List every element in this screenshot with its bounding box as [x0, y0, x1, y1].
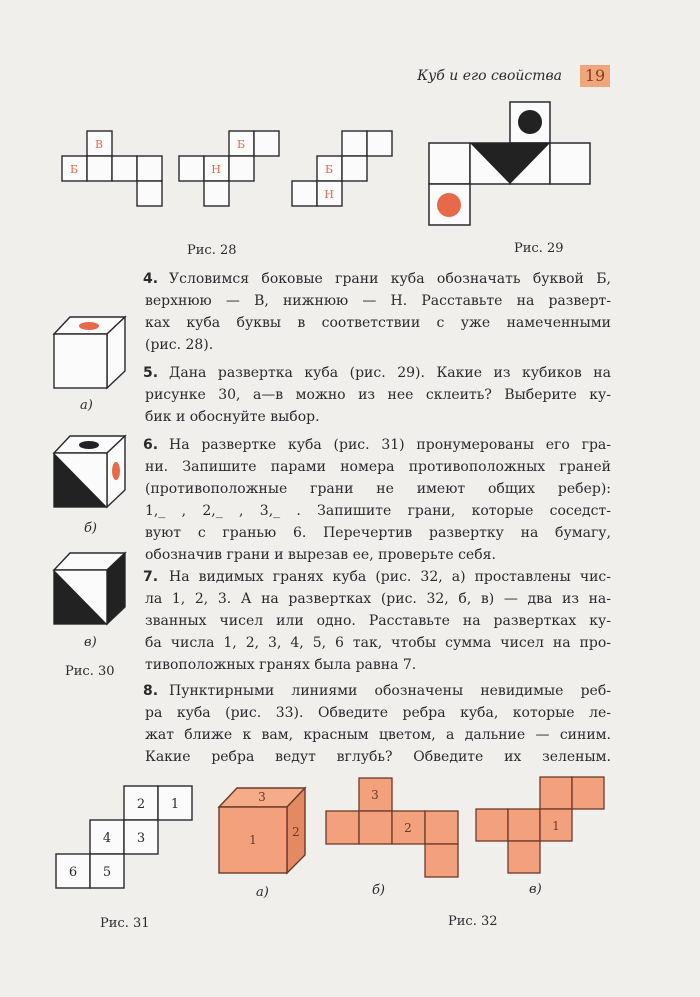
- fig31-face-2: 2: [136, 797, 146, 812]
- task-6-line: (противоположные грани не имеют общих ребер):: [145, 481, 611, 497]
- fig32-label-c: в): [529, 882, 542, 897]
- fig31-face-1: 1: [170, 797, 180, 812]
- task-8-line: Пунктирными линиями обозначены невидимые реб-: [169, 683, 611, 699]
- task-5-line: бик и обоснуйте выбор.: [145, 409, 320, 425]
- red-dot-icon: [437, 193, 461, 217]
- fig29-net: [426, 100, 596, 228]
- task-4-line: ках куба буквы в соответствии с уже намеченными: [145, 315, 611, 331]
- fig32-b-number-2: 2: [404, 821, 412, 835]
- fig32-a-top-number: 3: [258, 790, 266, 804]
- task-8-line: жат ближе к вам, красным цветом, а дальние — синим.: [145, 727, 611, 743]
- fig31-net: [55, 784, 195, 890]
- black-dot-icon: [79, 441, 99, 449]
- task-8: [145, 680, 611, 768]
- task-8-line: ра куба (рис. 33). Обведите ребра куба, которые ле-: [145, 705, 611, 721]
- task-6-line: На развертке куба (рис. 31) пронумерованы его гра-: [169, 437, 611, 453]
- fig30-label-a: а): [80, 398, 93, 413]
- header-title: Куб и его свойства: [417, 68, 562, 84]
- fig32-net-c: [474, 775, 606, 877]
- fig28-letter-v: В: [94, 138, 104, 151]
- fig32-label-b: б): [372, 883, 386, 898]
- task-4-number: 4.: [143, 271, 159, 287]
- fig30-label-c: в): [84, 635, 97, 650]
- task-7-line: ла 1, 2, 3. А на развертках (рис. 32, б, в) — два из на-: [145, 591, 611, 607]
- fig29-caption: Рис. 29: [514, 241, 564, 256]
- task-7: [145, 566, 611, 676]
- fig31-caption: Рис. 31: [100, 916, 150, 931]
- task-6: [145, 434, 611, 566]
- fig32-net-b: [325, 776, 460, 878]
- fig28-letter-n-2: Н: [324, 188, 334, 201]
- task-6-line: ни. Запишите парами номера противоположных граней: [145, 459, 611, 475]
- task-6-line: 1,_ , 2,_ , 3,_ . Запишите грани, которые соседст-: [145, 503, 611, 519]
- fig32-c-number-1: 1: [552, 819, 560, 833]
- red-dot-icon: [112, 462, 120, 480]
- task-7-number: 7.: [143, 569, 159, 585]
- fig32-a-front-number: 1: [249, 833, 257, 847]
- task-4-line: (рис. 28).: [145, 337, 214, 353]
- running-header: [380, 64, 610, 90]
- fig28-caption: Рис. 28: [187, 243, 237, 258]
- task-6-line: вуют с гранью 6. Перечертив развертку на бумагу,: [145, 525, 611, 541]
- task-4: [145, 268, 611, 356]
- task-5: [145, 362, 611, 428]
- black-dot-icon: [518, 110, 542, 134]
- task-8-line: Какие ребра ведут вглубь? Обведите их зеленым.: [145, 749, 611, 765]
- fig30-caption: Рис. 30: [65, 664, 115, 679]
- task-5-line: Дана развертка куба (рис. 29). Какие из кубиков на: [169, 365, 611, 381]
- fig28-letter-b-3: Б: [324, 163, 334, 176]
- fig31-face-4: 4: [102, 831, 112, 846]
- red-dot-icon: [79, 322, 99, 330]
- fig31-face-3: 3: [136, 831, 146, 846]
- page-number: 19: [580, 65, 610, 87]
- fig31-face-6: 6: [68, 865, 78, 880]
- fig28-letter-b: Б: [69, 163, 79, 176]
- task-7-line: На видимых гранях куба (рис. 32, а) проставлены чис-: [169, 569, 611, 585]
- task-4-line: Условимся боковые грани куба обозначать буквой Б,: [169, 271, 611, 287]
- fig28-letter-n: Н: [211, 163, 221, 176]
- fig31-face-5: 5: [102, 865, 112, 880]
- task-7-line: ба числа 1, 2, 3, 4, 5, 6 так, чтобы сумма чисел на про-: [145, 635, 611, 651]
- task-5-line: рисунке 30, а—в можно из нее склеить? Выберите ку-: [145, 387, 611, 403]
- task-7-line: тивоположных гранях была равна 7.: [145, 657, 417, 673]
- fig32-label-a: а): [256, 885, 269, 900]
- fig30-cube-a: [48, 314, 132, 390]
- fig32-a-side-number: 2: [292, 825, 300, 839]
- fig30-cube-c: [48, 550, 132, 626]
- task-8-number: 8.: [143, 683, 159, 699]
- task-7-line: званных чисел или одно. Расставьте на развертках ку-: [145, 613, 611, 629]
- task-5-number: 5.: [143, 365, 159, 381]
- fig30-label-b: б): [84, 521, 98, 536]
- fig28-letter-b-2: Б: [236, 138, 246, 151]
- fig28-nets: [60, 128, 400, 212]
- fig30-cube-b: [48, 433, 132, 509]
- fig32-cube-a: [215, 784, 311, 876]
- task-6-number: 6.: [143, 437, 159, 453]
- fig32-b-number-3: 3: [371, 788, 379, 802]
- fig32-caption: Рис. 32: [448, 914, 498, 929]
- task-6-line: обозначив грани и вырезав ее, проверьте себя.: [145, 547, 496, 563]
- task-4-line: верхнюю — В, нижнюю — Н. Расставьте на разверт-: [145, 293, 611, 309]
